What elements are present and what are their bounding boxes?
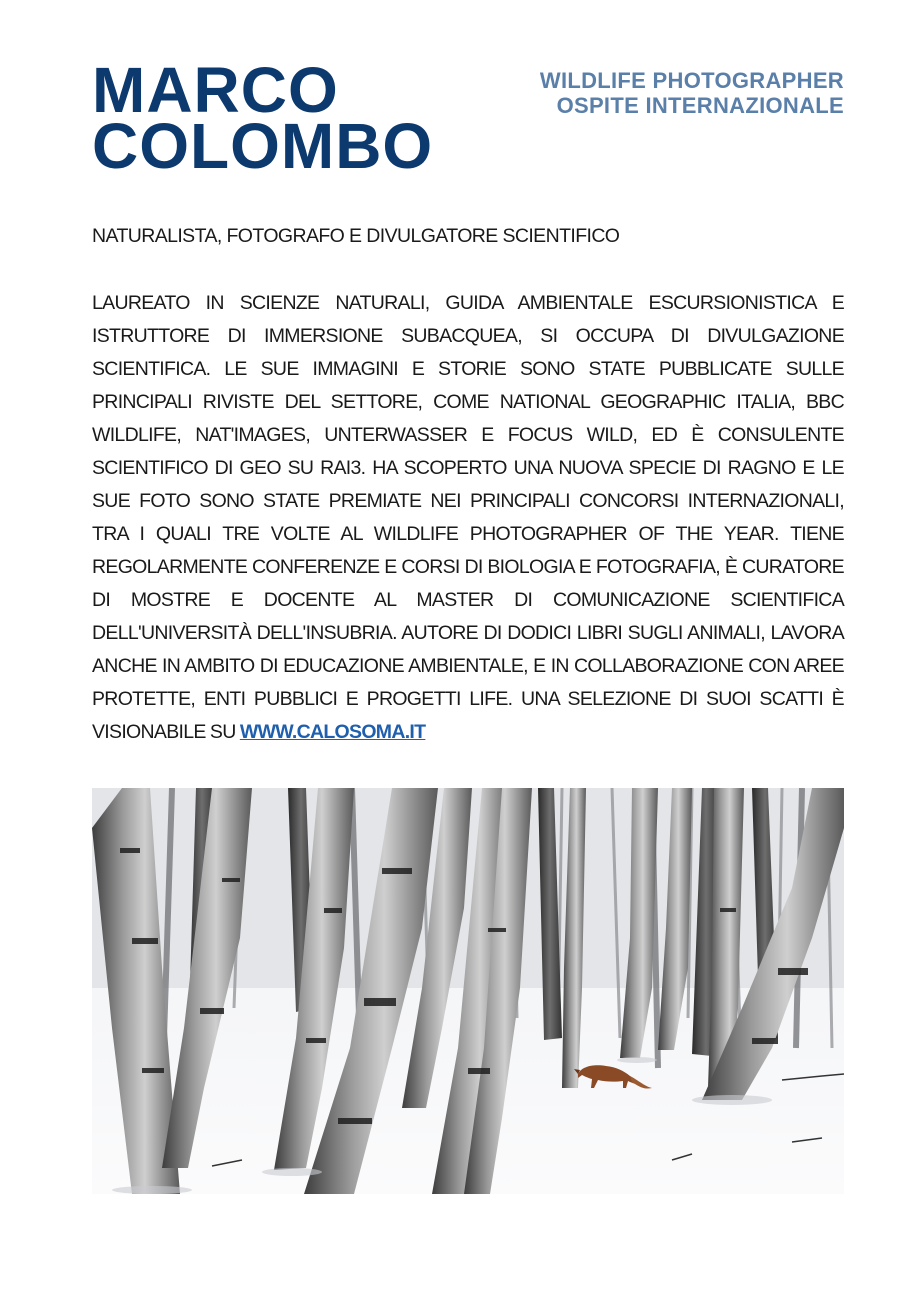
speaker-name-line1: MARCO [92,54,339,126]
speaker-name-line2: COLOMBO [92,110,434,182]
speaker-name [92,54,434,182]
speaker-bio [92,287,844,749]
speaker-bio-text: LAUREATO IN SCIENZE NATURALI, GUIDA AMBIENTALE ESCURSIONISTICA E ISTRUTTORE DI IMMERSIONE SUBACQUEA, SI OCCUPA DI DIVULGAZIONE SCIENTIFICA. LE SUE IMMAGINI E STORIE SONO STATE PUBBLICATE SULLE PRINCIPALI RIVISTE DEL SETTORE, COME NATIONAL GEOGRAPHIC ITALIA, BBC WILDLIFE, NAT'IMAGES, UNTERWASSER E FOCUS WILD, ED È CONSULENTE SCIENTIFICO DI GEO SU RAI3. HA SCOPERTO UNA NUOVA SPECIE DI RAGNO E LE SUE FOTO SONO STATE PREMIATE NEI PRINCIPALI CONCORSI INTERNAZIONALI, TRA I QUALI TRE VOLTE AL WILDLIFE PHOTOGRAPHER OF THE YEAR. TIENE REGOLARMENTE CONFERENZE E CORSI DI BIOLOGIA E FOTOGRAFIA, È CURATORE DI MOSTRE E DOCENTE AL MASTER DI COMUNICAZIONE SCIENTIFICA DELL'UNIVERSITÀ DELL'INSUBRIA. AUTORE DI DODICI LIBRI SUGLI ANIMALI, LAVORA ANCHE IN AMBITO DI EDUCAZIONE AMBIENTALE, E IN COLLABORAZIONE CON AREE PROTETTE, ENTI PUBBLICI E PROGETTI LIFE. UNA SELEZIONE DI SUOI SCATTI È VISIONABILE SU [92,292,844,743]
speaker-role [540,68,844,118]
speaker-subtitle: NATURALISTA, FOTOGRAFO E DIVULGATORE SCIENTIFICO [92,225,620,247]
speaker-role-line2: OSPITE INTERNAZIONALE [556,93,844,118]
fox-in-snowy-forest-photo [92,788,844,1194]
speaker-role-line1: WILDLIFE PHOTOGRAPHER [539,68,844,93]
website-link[interactable]: WWW.CALOSOMA.IT [239,721,426,743]
photo-illustration [92,788,844,1194]
